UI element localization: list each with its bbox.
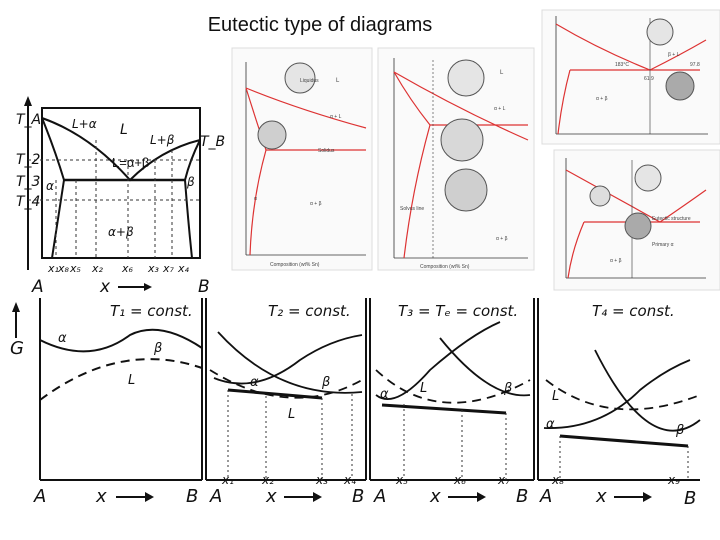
panel3-L: L bbox=[420, 381, 428, 396]
region-L-alpha: L+α bbox=[72, 117, 97, 131]
gibbs-axis bbox=[10, 302, 24, 359]
panel1-A: A bbox=[34, 486, 47, 507]
solidus-left bbox=[42, 118, 64, 180]
panel2-x: x bbox=[266, 486, 277, 507]
tick-x8: x₈ bbox=[58, 262, 69, 275]
panel3-x7: x₇ bbox=[498, 473, 510, 487]
fig3-alpha-beta: α + β bbox=[596, 96, 608, 102]
tangent-T4 bbox=[560, 436, 688, 446]
panel2-alpha: α bbox=[250, 375, 259, 390]
panel4-A: A bbox=[540, 486, 553, 507]
slide-title: Eutectic type of diagrams bbox=[207, 14, 433, 36]
panel2-A: A bbox=[210, 486, 223, 507]
fig3-beta-comp: 97.8 bbox=[690, 62, 700, 68]
fig4-alpha-beta: α + β bbox=[610, 258, 622, 264]
gibbs-panel-1 bbox=[33, 298, 202, 507]
curve-alpha-T4 bbox=[544, 360, 690, 428]
phase-diagram bbox=[16, 96, 225, 297]
typed-eutectic-label: L=α+β bbox=[112, 155, 150, 170]
panel3-B: B bbox=[516, 486, 529, 507]
panel1-x: x bbox=[96, 486, 107, 507]
panel3-x5: x₅ bbox=[396, 473, 408, 487]
region-alpha-beta: α+β bbox=[108, 225, 134, 239]
panel2-L: L bbox=[288, 407, 296, 422]
panel4-B: B bbox=[684, 488, 697, 509]
textbook-figure-4 bbox=[554, 150, 720, 290]
curve-alpha-T2 bbox=[214, 335, 362, 384]
fig1-solidus: Solidus bbox=[318, 148, 335, 154]
gibbs-panel-4 bbox=[538, 298, 700, 509]
label-TB: T_B bbox=[200, 134, 226, 150]
panel4-L: L bbox=[552, 389, 560, 404]
tick-x4: x₄ bbox=[178, 262, 189, 275]
panel1-L: L bbox=[128, 373, 136, 388]
panel2-x4: x₄ bbox=[344, 473, 356, 487]
panel2-x1: x₁ bbox=[222, 473, 234, 487]
panel4-beta: β bbox=[676, 423, 685, 438]
panel1-title: T₁ = const. bbox=[110, 302, 193, 320]
textbook-figure-1 bbox=[232, 48, 372, 270]
textbook-figure-2 bbox=[378, 48, 534, 270]
region-L-beta: L+β bbox=[150, 133, 175, 147]
fig2-solvus: Solvus line bbox=[400, 206, 425, 212]
axis-B: B bbox=[198, 277, 210, 297]
label-T2: T_2 bbox=[16, 152, 41, 168]
panel2-beta: β bbox=[322, 375, 331, 390]
label-T3: T_3 bbox=[16, 174, 41, 190]
tick-x7: x₇ bbox=[163, 262, 174, 275]
panel2-x2: x₂ bbox=[262, 473, 274, 487]
fig1-alpha-beta: α + β bbox=[310, 201, 322, 207]
fig4-eutectic: Eutectic structure bbox=[652, 216, 691, 222]
panel3-A: A bbox=[374, 486, 387, 507]
gibbs-panel-2 bbox=[206, 298, 366, 507]
panel3-x6: x₆ bbox=[454, 473, 466, 487]
panel1-alpha: α bbox=[58, 331, 67, 346]
fig3-temp: 183°C bbox=[615, 62, 629, 68]
gibbs-panel-3 bbox=[370, 298, 534, 507]
fig2-alpha-L: α + L bbox=[494, 106, 506, 112]
tick-x3: x₃ bbox=[148, 262, 159, 275]
panel2-x3: x₃ bbox=[316, 473, 328, 487]
panel4-x8: x₈ bbox=[552, 473, 564, 487]
solvus-right bbox=[185, 180, 192, 258]
tick-x2: x₂ bbox=[92, 262, 103, 275]
tangent-T3 bbox=[382, 405, 506, 413]
fig1-axis: Composition (wt% Sn) bbox=[270, 262, 320, 268]
tick-x1: x₁ bbox=[48, 262, 59, 275]
label-G: G bbox=[10, 338, 24, 359]
fig2-alpha-beta: α + β bbox=[496, 236, 508, 242]
panel1-beta: β bbox=[154, 341, 163, 356]
panel1-B: B bbox=[186, 486, 199, 507]
panel4-title: T₄ = const. bbox=[592, 302, 675, 320]
fig1-alpha-L: α + L bbox=[330, 114, 342, 120]
panel2-B: B bbox=[352, 486, 365, 507]
panel3-title: T₃ = Tₑ = const. bbox=[398, 302, 519, 320]
tangent-T2 bbox=[228, 390, 322, 398]
fig1-L: L bbox=[336, 78, 340, 84]
curve-alpha-T3 bbox=[376, 322, 500, 399]
panel3-beta: β bbox=[504, 381, 513, 396]
axis-x: x bbox=[100, 277, 111, 297]
fig3-comp: 61.9 bbox=[644, 76, 654, 82]
panel2-title: T₂ = const. bbox=[268, 302, 351, 320]
fig4-primary: Primary α bbox=[652, 242, 674, 248]
label-TA: T_A bbox=[16, 112, 42, 128]
region-beta: β bbox=[187, 175, 195, 189]
panel4-x9: x₉ bbox=[668, 473, 680, 487]
panel3-x: x bbox=[430, 486, 441, 507]
panel3-alpha: α bbox=[380, 387, 389, 402]
tick-x5: x₅ bbox=[70, 262, 81, 275]
region-L: L bbox=[120, 122, 128, 138]
y-axis-arrowhead bbox=[24, 96, 32, 106]
fig1-liquidus: Liquidus bbox=[300, 78, 319, 84]
fig3-beta-L: β + L bbox=[668, 52, 680, 58]
fig2-L: L bbox=[500, 70, 504, 76]
panel4-alpha: α bbox=[546, 417, 555, 432]
region-alpha: α bbox=[46, 179, 54, 193]
panel4-x: x bbox=[596, 486, 607, 507]
fig2-axis: Composition (wt% Sn) bbox=[420, 264, 470, 270]
label-T4: T_4 bbox=[16, 194, 41, 210]
axis-A: A bbox=[32, 277, 44, 297]
textbook-figure-3 bbox=[542, 10, 720, 144]
fig1-alpha: α bbox=[254, 196, 257, 202]
curve-L-T1 bbox=[40, 359, 202, 400]
tick-x6: x₆ bbox=[122, 262, 133, 275]
